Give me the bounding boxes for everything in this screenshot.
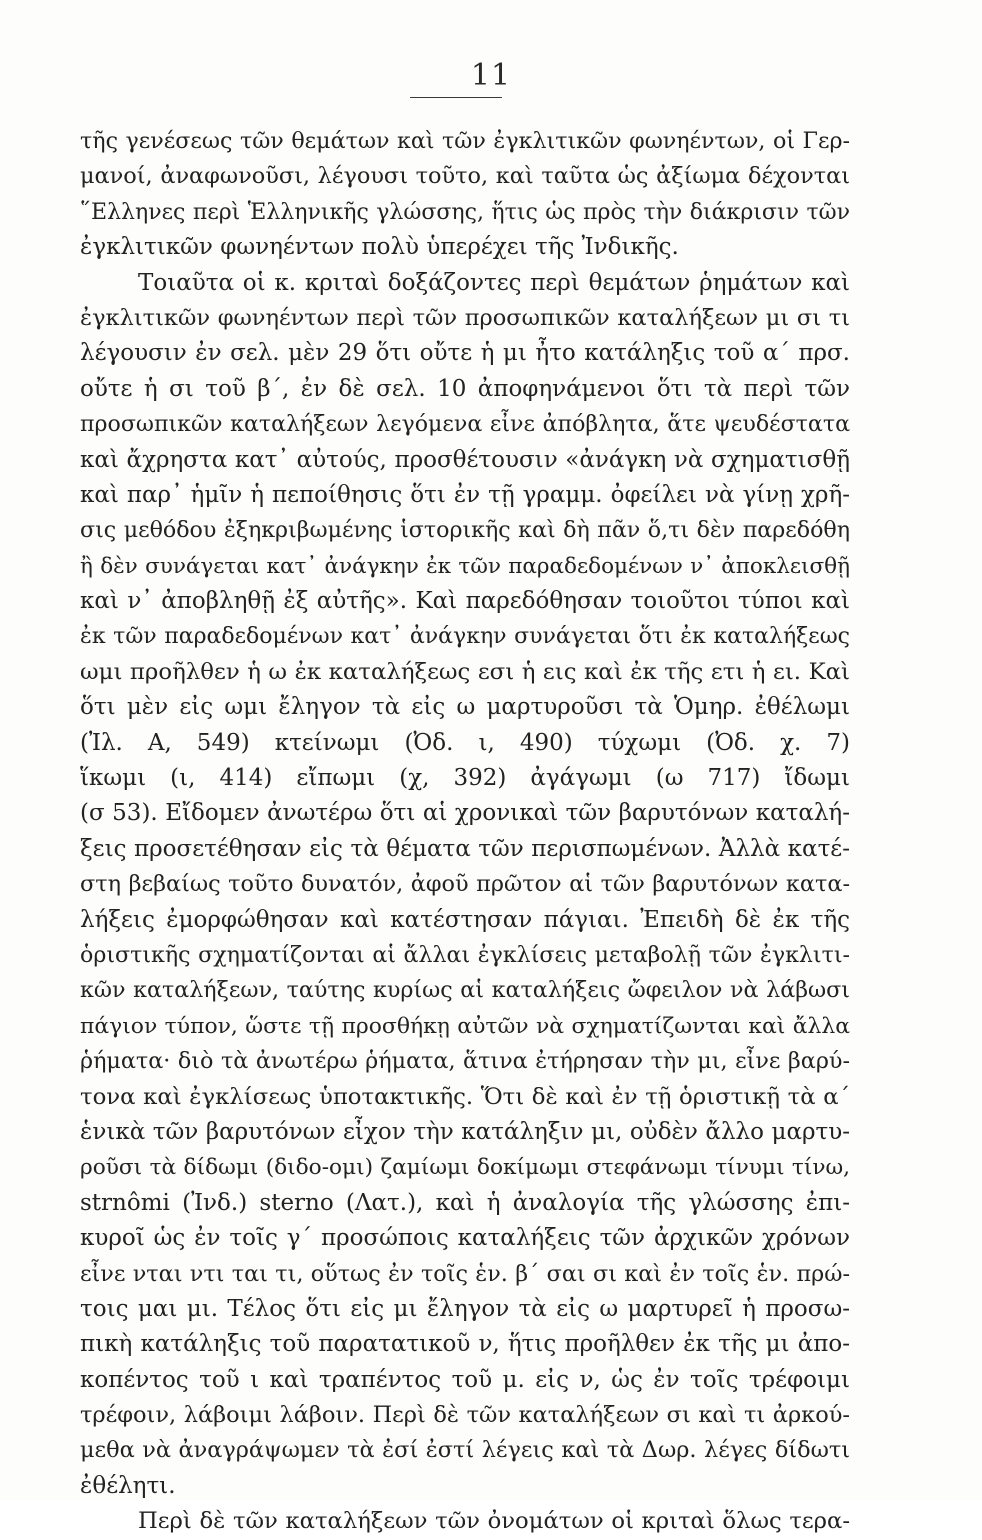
text-line: ἐκ τῶν παραδεδομένων κατ᾽ ἀνάγκην συνάγεται ὅτι ἐκ καταλήξεως (80, 624, 850, 650)
paragraph-first-line: Τοιαῦτα οἱ κ. κριταὶ δοξάζοντες περὶ θεμάτων ῥημάτων καὶ (138, 269, 850, 296)
text-line: ροῦσι τὰ δίδωμι (διδο-ομι) ζαμίωμι δοκίμωμι στεφάνωμι τίνυμι τίνω, (80, 1155, 850, 1181)
text-line: σις μεθόδου ἐξηκριβωμένης ἱστορικῆς καὶ δὴ πᾶν ὅ,τι δὲν παρεδόθη (80, 517, 850, 544)
text-line: κυροῖ ὡς ἐν τοῖς γ΄ προσώποις καταλήξεις τῶν ἀρχικῶν χρόνων (80, 1225, 850, 1252)
text-line: μανοί, ἀναφωνοῦσι, λέγουσι τοῦτο, καὶ ταῦτα ὡς ἀξίωμα δέχονται (80, 163, 850, 190)
text-line: ἢ δὲν συνάγεται κατ᾽ ἀνάγκην ἐκ τῶν παραδεδομένων ν᾽ ἀποκλεισθῇ (80, 553, 850, 579)
text-line: λήξεις ἐμορφώθησαν καὶ κατέστησαν πάγιαι. Ἐπειδὴ δὲ ἐκ τῆς (80, 906, 850, 933)
text-line: τονα καὶ ἐγκλίσεως ὑποτακτικῆς. Ὅτι δὲ καὶ ἐν τῇ ὁριστικῇ τὰ α΄ (80, 1083, 850, 1110)
body-text (80, 124, 850, 1540)
text-line: καὶ ἄχρηστα κατ᾽ αὐτούς, προσθέτουσιν «ἀνάγκη νὰ σχηματισθῇ (80, 446, 850, 473)
text-line: οὔτε ἡ σι τοῦ β΄, ἐν δὲ σελ. 10 ἀποφηνάμενοι ὅτι τὰ περὶ τῶν (80, 375, 850, 402)
text-line: ἐθέλητι. (80, 1472, 176, 1499)
text-line: ωμι προῆλθεν ἡ ω ἐκ καταλήξεως εσι ἡ εις καὶ ἐκ τῆς ετι ἡ ει. Καὶ (80, 658, 850, 685)
text-line: (Ἰλ. Α, 549) κτείνωμι (Ὀδ. ι, 490) τύχωμι (Ὀδ. χ. 7) (80, 729, 850, 756)
text-line: ἵκωμι (ι, 414) εἴπωμι (χ, 392) ἀγάγωμι (ω 717) ἴδωμι (80, 765, 850, 792)
text-line: καὶ παρ᾽ ἡμῖν ἡ πεποίθησις ὅτι ἐν τῇ γραμμ. ὀφείλει νὰ γίνῃ χρῆ- (80, 481, 850, 508)
text-line: τρέφοιν, λάβοιμι λάβοιν. Περὶ δὲ τῶν καταλήξεων σι καὶ τι ἀρκού- (80, 1402, 850, 1429)
text-line: ἐγκλιτικῶν φωνηέντων περὶ τῶν προσωπικῶν καταλήξεων μι σι τι (80, 304, 850, 331)
text-line: λέγουσιν ἐν σελ. μὲν 29 ὅτι οὔτε ἡ μι ἦτο κατάληξις τοῦ α΄ πρσ. (80, 340, 850, 367)
page-number: 11 (470, 58, 512, 93)
page-number-rule (410, 97, 502, 98)
text-line: ἐγκλιτικῶν φωνηέντων πολὺ ὑπερέχει τῆς Ἰνδικῆς. (80, 234, 679, 261)
text-line: ἑνικὰ τῶν βαρυτόνων εἶχον τὴν κατάληξιν μι, οὐδὲν ἄλλο μαρτυ- (80, 1118, 850, 1145)
text-line: πάγιον τύπον, ὥστε τῇ προσθήκῃ αὐτῶν νὰ σχηματίζωνται καὶ ἄλλα (80, 1013, 850, 1039)
text-line: στη βεβαίως τοῦτο δυνατόν, ἀφοῦ πρῶτον αἱ τῶν βαρυτόνων κατα- (80, 871, 850, 898)
text-line: καὶ ν᾽ ἀποβληθῇ ἐξ αὐτῆς». Καὶ παρεδόθησαν τοιοῦτοι τύποι καὶ (80, 588, 850, 615)
text-line: ὅτι μὲν εἰς ωμι ἔληγον τὰ εἰς ω μαρτυροῦσι τὰ Ὁμηρ. ἐθέλωμι (80, 694, 850, 721)
text-line: ῞Ελληνες περὶ Ἑλληνικῆς γλώσσης, ἥτις ὡς πρὸς τὴν διάκρισιν τῶν (80, 199, 850, 225)
text-line: ῥήματα· διὸ τὰ ἀνωτέρω ῥήματα, ἅτινα ἐτήρησαν τὴν μι, εἶνε βαρύ- (80, 1048, 850, 1075)
text-line: strnômi (Ἰνδ.) sterno (Λατ.), καὶ ἡ ἀναλογία τῆς γλώσσης ἐπι- (80, 1189, 850, 1216)
text-line: κοπέντος τοῦ ι καὶ τραπέντος τοῦ μ. εἰς ν, ὡς ἐν τοῖς τρέφοιμι (80, 1366, 850, 1393)
text-line: πικὴ κατάληξις τοῦ παρατατικοῦ ν, ἥτις προῆλθεν ἐκ τῆς μι ἀπο- (80, 1331, 850, 1358)
text-line: (σ 53). Εἴδομεν ἀνωτέρω ὅτι αἱ χρονικαὶ τῶν βαρυτόνων καταλή- (80, 800, 850, 827)
text-line: μεθα νὰ ἀναγράψωμεν τὰ ἐσί ἐστί λέγεις καὶ τὰ Δωρ. λέγες δίδωτι (80, 1437, 850, 1464)
paragraph-first-line: Περὶ δὲ τῶν καταλήξεων τῶν ὀνομάτων οἱ κριταὶ ὅλως τερα- (138, 1508, 850, 1535)
text-line: εἶνε νται ντι ται τι, οὕτως ἐν τοῖς ἑν. β΄ σαι σι καὶ ἐν τοῖς ἑν. πρώ- (80, 1260, 850, 1287)
text-line: τοις μαι μι. Τέλος ὅτι εἰς μι ἔληγον τὰ εἰς ω μαρτυρεῖ ἡ προσω- (80, 1295, 850, 1322)
text-line: τῆς γενέσεως τῶν θεμάτων καὶ τῶν ἐγκλιτικῶν φωνηέντων, οἱ Γερ- (80, 128, 850, 154)
text-line: προσωπικῶν καταλήξεων λεγόμενα εἶνε ἀπόβλητα, ἅτε ψευδέστατα (80, 411, 850, 438)
text-line: ξεις προσετέθησαν εἰς τὰ θέματα τῶν περισπωμένων. Ἀλλὰ κατέ- (80, 835, 850, 862)
text-line: κῶν καταλήξεων, ταύτης κυρίως αἱ καταλήξεις ὤφειλον νὰ λάβωσι (80, 977, 850, 1004)
text-line: ὁριστικῆς σχηματίζονται αἱ ἄλλαι ἐγκλίσεις μεταβολῇ τῶν ἐγκλιτι- (80, 941, 850, 968)
